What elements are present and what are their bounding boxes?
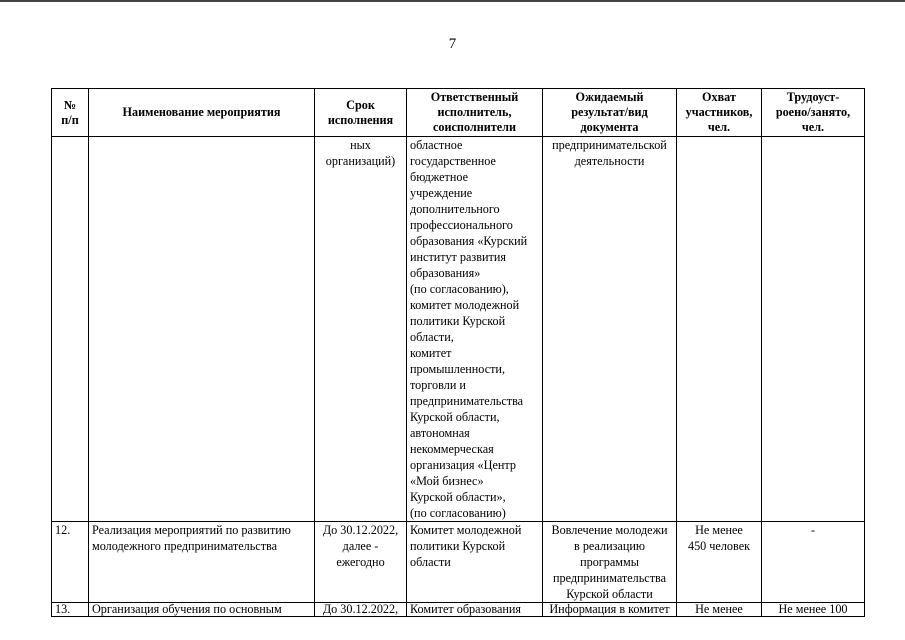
row-result: Вовлечение молодежи в реализацию программы предпринимательства Курской области bbox=[543, 522, 677, 603]
row-employed bbox=[762, 137, 865, 522]
header-deadline: Срок исполнения bbox=[315, 89, 407, 137]
row-deadline: До 30.12.2022, bbox=[315, 603, 407, 617]
header-employed: Трудоуст- роено/занято, чел. bbox=[762, 89, 865, 137]
table-header-row bbox=[52, 89, 865, 137]
header-result: Ожидаемый результат/вид документа bbox=[543, 89, 677, 137]
row-coverage bbox=[677, 137, 762, 522]
row-number bbox=[52, 137, 89, 522]
row-coverage: Не менее bbox=[677, 603, 762, 617]
row-event-name bbox=[89, 137, 315, 522]
row-result: Информация в комитет bbox=[543, 603, 677, 617]
header-number: № п/п bbox=[52, 89, 89, 137]
row-employed: Не менее 100 bbox=[762, 603, 865, 617]
page-number: 7 bbox=[448, 36, 457, 52]
header-coverage: Охват участников, чел. bbox=[677, 89, 762, 137]
row-responsible: областное государственное бюджетное учреждение дополнительного профессионального образования «Курский институт развития образования» (по согласованию), комитет молодежной политики Курской области, комитет промышленности, торговли и предпринимательства Курской области, автономная некоммерческая организация «Центр «Мой бизнес» Курской области», (по согласованию) bbox=[407, 137, 543, 522]
row-result: предпринимательской деятельности bbox=[543, 137, 677, 522]
row-event-name: Реализация мероприятий по развитию молодежного предпринимательства bbox=[89, 522, 315, 603]
header-responsible: Ответственный исполнитель, соисполнители bbox=[407, 89, 543, 137]
row-event-name: Организация обучения по основным bbox=[89, 603, 315, 617]
row-responsible: Комитет молодежной политики Курской области bbox=[407, 522, 543, 603]
row-number: 12. bbox=[52, 522, 89, 603]
row-coverage: Не менее 450 человек bbox=[677, 522, 762, 603]
events-table bbox=[51, 88, 865, 617]
row-deadline: ных организаций) bbox=[315, 137, 407, 522]
row-number: 13. bbox=[52, 603, 89, 617]
table-row bbox=[52, 137, 865, 522]
table-row bbox=[52, 603, 865, 617]
row-responsible: Комитет образования bbox=[407, 603, 543, 617]
row-employed: - bbox=[762, 522, 865, 603]
row-deadline: До 30.12.2022, далее - ежегодно bbox=[315, 522, 407, 603]
header-event-name: Наименование мероприятия bbox=[89, 89, 315, 137]
table-row bbox=[52, 522, 865, 603]
scan-top-edge bbox=[0, 0, 905, 2]
